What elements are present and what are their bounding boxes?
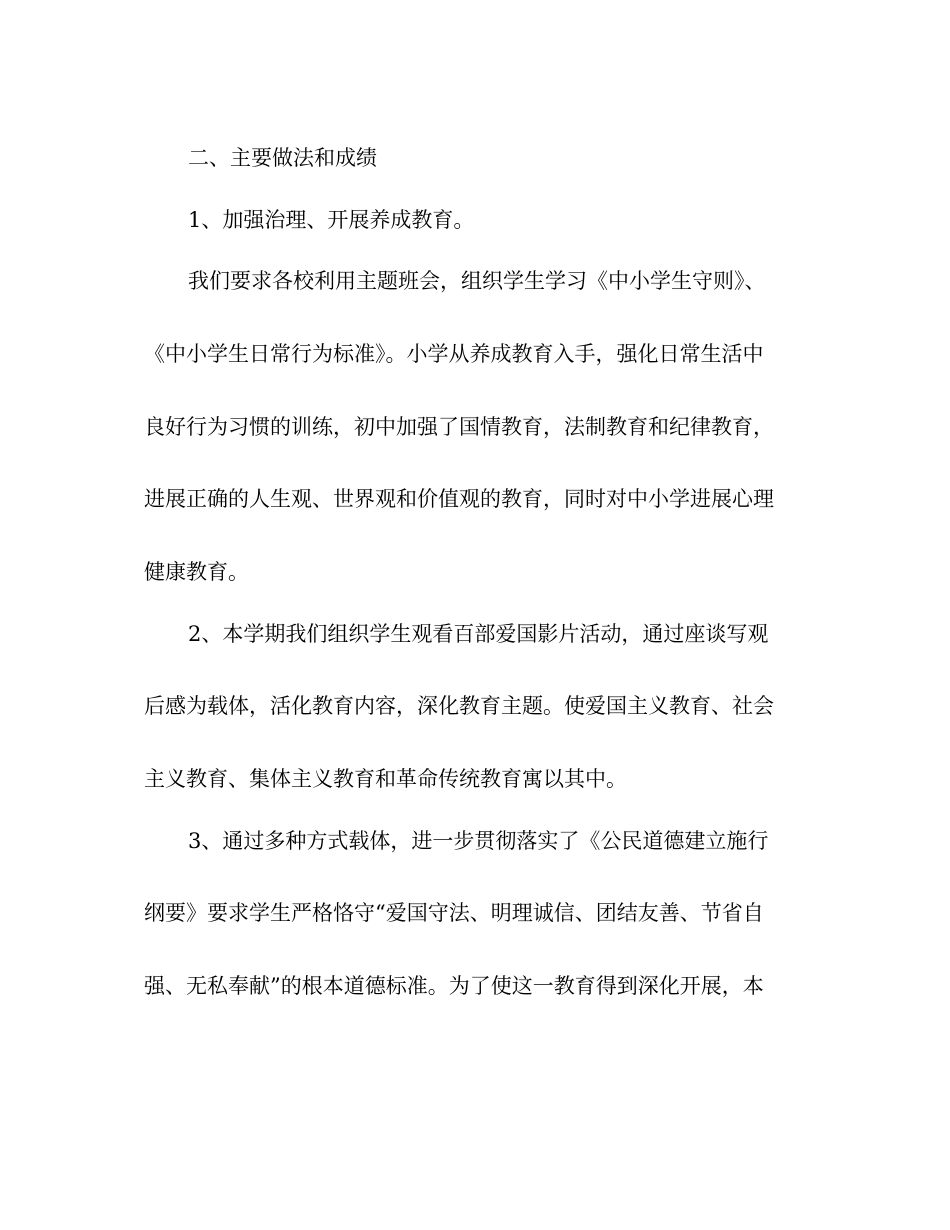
paragraph-line: 健康教育。 [144, 560, 249, 584]
paragraph-line: 良好行为习惯的训练，初中加强了国情教育，法制教育和纪律教育， [144, 415, 774, 439]
paragraph-line: 进展正确的人生观、世界观和价值观的教育，同时对中小学进展心理 [144, 487, 774, 511]
paragraph-line: 强、无私奉献”的根本道德标准。为了使这一教育得到深化开展，本 [144, 974, 764, 998]
paragraph-line: 后感为载体，活化教育内容，深化教育主题。使爱国主义教育、社会 [144, 694, 774, 718]
paragraph-line: 主义教育、集体主义教育和革命传统教育寓以其中。 [144, 767, 627, 791]
item-1-heading: 1、加强治理、开展养成教育。 [188, 208, 475, 232]
paragraph-line: 我们要求各校利用主题班会，组织学生学习《中小学生守则》、 [188, 269, 766, 293]
paragraph-line: 纲要》要求学生严格恪守“爱国守法、明理诚信、团结友善、节省自 [144, 901, 764, 925]
paragraph-line: 3、通过多种方式载体，进一步贯彻落实了《公民道德建立施行 [188, 829, 769, 853]
section-heading: 二、主要做法和成绩 [188, 146, 377, 170]
paragraph-line: 《中小学生日常行为标准》。小学从养成教育入手，强化日常生活中 [144, 342, 764, 366]
paragraph-line: 2、本学期我们组织学生观看百部爱国影片活动，通过座谈写观 [188, 622, 769, 646]
